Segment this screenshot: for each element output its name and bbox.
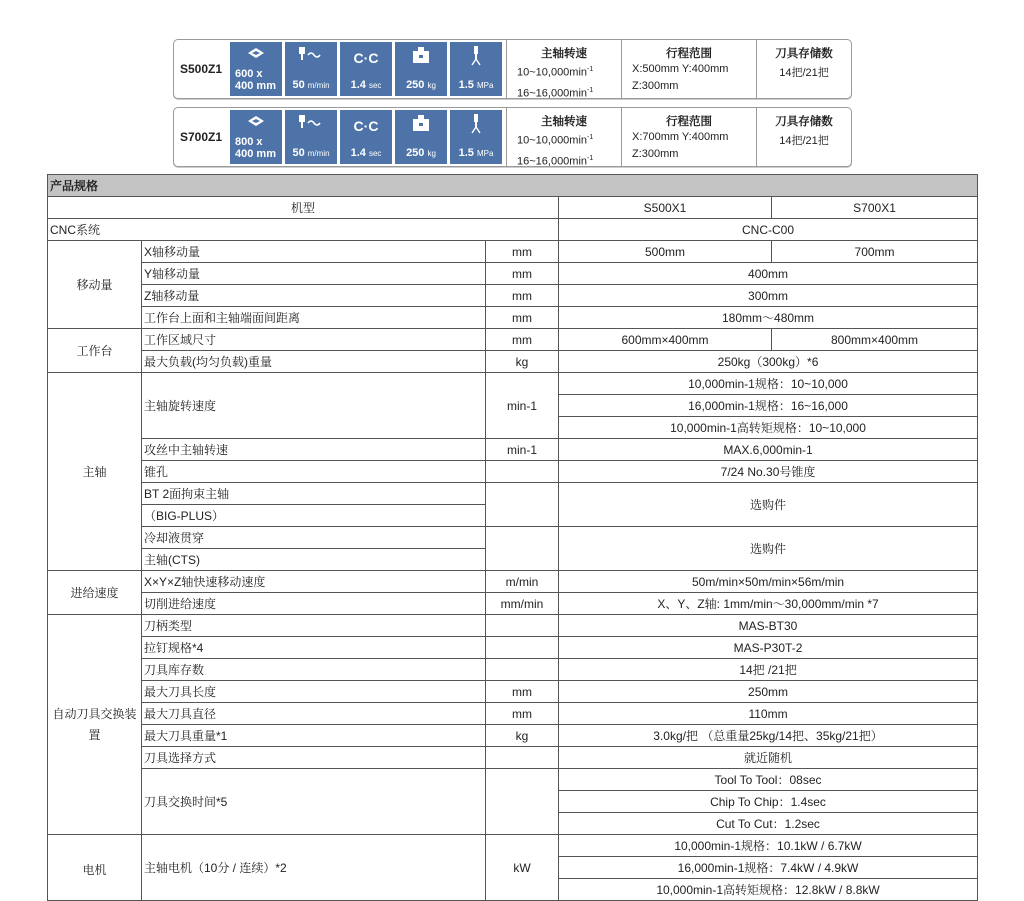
- cc-value: 1.4: [350, 79, 366, 91]
- row-value: 250kg（300kg）*6: [559, 351, 978, 373]
- group-feed: 进给速度: [48, 571, 142, 615]
- row-label: BT 2面拘束主轴: [142, 483, 486, 505]
- model-card: [173, 39, 852, 99]
- model-card: [173, 107, 852, 167]
- tools-count: 14把/21把: [779, 67, 829, 79]
- tools-header: 刀具存储数: [775, 48, 833, 60]
- table-size-tile: [230, 42, 282, 96]
- row-label: 主轴旋转速度: [142, 373, 486, 439]
- tool-storage-info: [756, 108, 851, 166]
- group-spindle: 主轴: [48, 373, 142, 571]
- pressure-value: 1.5: [458, 147, 474, 159]
- row-label: 锥孔: [142, 461, 486, 483]
- table-row: [48, 681, 978, 703]
- travel-xy: X:700mm Y:400mm: [632, 131, 729, 143]
- cnc-label: CNC系统: [48, 219, 559, 241]
- row-value: 就近随机: [559, 747, 978, 769]
- model-name: S700Z1: [179, 130, 223, 144]
- row-label: 刀柄类型: [142, 615, 486, 637]
- row-label: 最大刀具直径: [142, 703, 486, 725]
- group-travel: 移动量: [48, 241, 142, 329]
- row-unit: min-1: [486, 439, 559, 461]
- row-unit: kg: [486, 725, 559, 747]
- row-value: 7/24 No.30号锥度: [559, 461, 978, 483]
- model-a: S500X1: [559, 197, 772, 219]
- section-header-row: [48, 175, 978, 197]
- rapid-value: 50: [292, 79, 305, 91]
- rapid-unit: m/min: [307, 149, 330, 158]
- row-unit: [486, 615, 559, 637]
- row-unit: m/min: [486, 571, 559, 593]
- travel-z: Z:300mm: [632, 148, 679, 160]
- row-label: 主轴电机（10分 / 连续）*2: [142, 835, 486, 901]
- spindle-header: 主轴转速: [541, 48, 587, 60]
- row-label: Z轴移动量: [142, 285, 486, 307]
- row-label: 切削进给速度: [142, 593, 486, 615]
- weight-icon: [395, 114, 447, 135]
- table-row: [48, 747, 978, 769]
- row-value: 400mm: [559, 263, 978, 285]
- row-unit: mm: [486, 285, 559, 307]
- rapid-unit: m/min: [307, 81, 330, 90]
- chip-to-chip-tile: [340, 42, 392, 96]
- spindle-range-1: 10~10,000min: [517, 134, 588, 147]
- table-row: [48, 725, 978, 747]
- table-row: [48, 351, 978, 373]
- pressure-unit: MPa: [476, 149, 494, 158]
- table-row: [48, 593, 978, 615]
- row-label: 攻丝中主轴转速: [142, 439, 486, 461]
- row-unit: mm: [486, 241, 559, 263]
- group-atc: 自动刀具交换装置: [48, 615, 142, 835]
- area-depth: 400 mm: [235, 80, 276, 92]
- load-tile: [395, 42, 447, 96]
- row-value: MAX.6,000min-1: [559, 439, 978, 461]
- rapid-feed-icon: [285, 46, 337, 67]
- group-table: 工作台: [48, 329, 142, 373]
- table-size-icon: [230, 114, 282, 131]
- row-value: 110mm: [559, 703, 978, 725]
- row-value: Tool To Tool：08sec: [559, 769, 978, 791]
- spindle-speed-info: 主轴转速 $10\sim 10,000\min^{-1}$ $16\sim 16,000\min^{-1}$: [506, 40, 621, 98]
- pressure-tile: [450, 42, 502, 96]
- row-value: 700mm: [772, 241, 978, 263]
- table-row: [48, 637, 978, 659]
- section-title: 产品规格: [48, 175, 978, 197]
- row-value: MAS-P30T-2: [559, 637, 978, 659]
- row-unit: [486, 659, 559, 681]
- area-width: 800 x: [235, 136, 263, 148]
- row-unit: kW: [486, 835, 559, 901]
- row-value: 10,000min-1规格：10~10,000: [559, 373, 978, 395]
- row-label: 刀具选择方式: [142, 747, 486, 769]
- load-unit: kg: [427, 149, 436, 158]
- travel-z: Z:300mm: [632, 80, 679, 92]
- table-row: [48, 571, 978, 593]
- pressure-icon: [450, 114, 502, 137]
- row-unit: [486, 769, 559, 835]
- row-label: X×Y×Z轴快速移动速度: [142, 571, 486, 593]
- row-label: 冷却液贯穿: [142, 527, 486, 549]
- travel-info: [621, 40, 756, 98]
- row-unit: mm/min: [486, 593, 559, 615]
- table-row: [48, 835, 978, 857]
- row-label: 拉钉规格*4: [142, 637, 486, 659]
- tool-storage-info: [756, 40, 851, 98]
- spindle-range-1: 10~10,000min: [517, 66, 588, 79]
- table-row: [48, 241, 978, 263]
- model-b: S700X1: [772, 197, 978, 219]
- cnc-value: CNC-C00: [559, 219, 978, 241]
- load-unit: kg: [427, 81, 436, 90]
- row-value: 300mm: [559, 285, 978, 307]
- row-unit: min-1: [486, 373, 559, 439]
- row-value: 600mm×400mm: [559, 329, 772, 351]
- row-unit: [486, 637, 559, 659]
- row-value: 800mm×400mm: [772, 329, 978, 351]
- rapid-feed-tile: [285, 42, 337, 96]
- load-value: 250: [406, 79, 425, 91]
- row-label: 工作台上面和主轴端面间距离: [142, 307, 486, 329]
- row-label: 最大刀具长度: [142, 681, 486, 703]
- cc-unit: sec: [368, 81, 382, 90]
- row-value: 50m/min×50m/min×56m/min: [559, 571, 978, 593]
- group-motor: 电机: [48, 835, 142, 901]
- row-unit: mm: [486, 703, 559, 725]
- row-unit: [486, 747, 559, 769]
- spindle-header: 主轴转速: [541, 116, 587, 128]
- row-value: 10,000min-1高转矩规格：10~10,000: [559, 417, 978, 439]
- tools-count: 14把/21把: [779, 135, 829, 147]
- pressure-icon: [450, 46, 502, 69]
- table-row: [48, 703, 978, 725]
- row-unit: [486, 527, 559, 571]
- table-row: [48, 615, 978, 637]
- row-value: 500mm: [559, 241, 772, 263]
- row-value: 10,000min-1规格：10.1kW / 6.7kW: [559, 835, 978, 857]
- rapid-feed-tile: [285, 110, 337, 164]
- row-value: 16,000min-1规格：7.4kW / 4.9kW: [559, 857, 978, 879]
- table-row: [48, 263, 978, 285]
- row-unit: mm: [486, 329, 559, 351]
- row-value: 16,000min-1规格：16~16,000: [559, 395, 978, 417]
- row-label: 最大负载(均匀负载)重量: [142, 351, 486, 373]
- row-value: Chip To Chip：1.4sec: [559, 791, 978, 813]
- row-unit: [486, 461, 559, 483]
- table-row: [48, 285, 978, 307]
- row-value: MAS-BT30: [559, 615, 978, 637]
- row-label: 刀具交换时间*5: [142, 769, 486, 835]
- table-row: [48, 483, 978, 505]
- row-label: 主轴(CTS): [142, 549, 486, 571]
- row-value: 250mm: [559, 681, 978, 703]
- table-row: [48, 527, 978, 549]
- pressure-unit: MPa: [476, 81, 494, 90]
- table-row: [48, 197, 978, 219]
- cc-value: 1.4: [350, 147, 366, 159]
- row-unit: mm: [486, 307, 559, 329]
- table-row: [48, 659, 978, 681]
- travel-info: [621, 108, 756, 166]
- row-value: 3.0kg/把 （总重量25kg/14把、35kg/21把）: [559, 725, 978, 747]
- row-value: 14把 /21把: [559, 659, 978, 681]
- table-row: [48, 307, 978, 329]
- row-unit: [486, 483, 559, 527]
- tools-header: 刀具存储数: [775, 116, 833, 128]
- pressure-value: 1.5: [458, 79, 474, 91]
- table-row: [48, 373, 978, 395]
- chip-to-chip-tile: [340, 110, 392, 164]
- row-label: X轴移动量: [142, 241, 486, 263]
- spindle-speed-info: 主轴转速 $10\sim 10,000\min^{-1}$ $16\sim 16,000\min^{-1}$: [506, 108, 621, 166]
- travel-xy: X:500mm Y:400mm: [632, 63, 729, 75]
- model-name: S500Z1: [179, 62, 223, 76]
- row-unit: mm: [486, 681, 559, 703]
- row-value: 10,000min-1高转矩规格：12.8kW / 8.8kW: [559, 879, 978, 901]
- load-value: 250: [406, 147, 425, 159]
- pressure-tile: [450, 110, 502, 164]
- row-unit: mm: [486, 263, 559, 285]
- area-width: 600 x: [235, 68, 263, 80]
- spindle-range-2: 16~16,000min: [517, 155, 588, 168]
- table-row: [48, 329, 978, 351]
- row-value: X、Y、Z轴: 1mm/min～30,000mm/min *7: [559, 593, 978, 615]
- travel-header: 行程范围: [666, 116, 712, 128]
- row-value: 选购件: [559, 527, 978, 571]
- load-tile: [395, 110, 447, 164]
- row-value: 180mm～480mm: [559, 307, 978, 329]
- area-depth: 400 mm: [235, 148, 276, 160]
- model-label: 机型: [48, 197, 559, 219]
- chip-to-chip-icon: C·C: [353, 50, 379, 66]
- row-value: Cut To Cut：1.2sec: [559, 813, 978, 835]
- table-row: [48, 769, 978, 791]
- spindle-range-2: 16~16,000min: [517, 87, 588, 100]
- row-label: 最大刀具重量*1: [142, 725, 486, 747]
- table-row: [48, 439, 978, 461]
- table-size-icon: [230, 46, 282, 63]
- row-label: 刀具库存数: [142, 659, 486, 681]
- chip-to-chip-icon: C·C: [353, 118, 379, 134]
- row-label: 工作区域尺寸: [142, 329, 486, 351]
- row-label: （BIG-PLUS）: [142, 505, 486, 527]
- row-unit: kg: [486, 351, 559, 373]
- table-row: [48, 219, 978, 241]
- spec-table: [47, 174, 978, 901]
- table-size-tile: [230, 110, 282, 164]
- row-label: Y轴移动量: [142, 263, 486, 285]
- row-value: 选购件: [559, 483, 978, 527]
- travel-header: 行程范围: [666, 48, 712, 60]
- rapid-value: 50: [292, 147, 305, 159]
- rapid-feed-icon: [285, 114, 337, 135]
- table-row: [48, 461, 978, 483]
- weight-icon: [395, 46, 447, 67]
- cc-unit: sec: [368, 149, 382, 158]
